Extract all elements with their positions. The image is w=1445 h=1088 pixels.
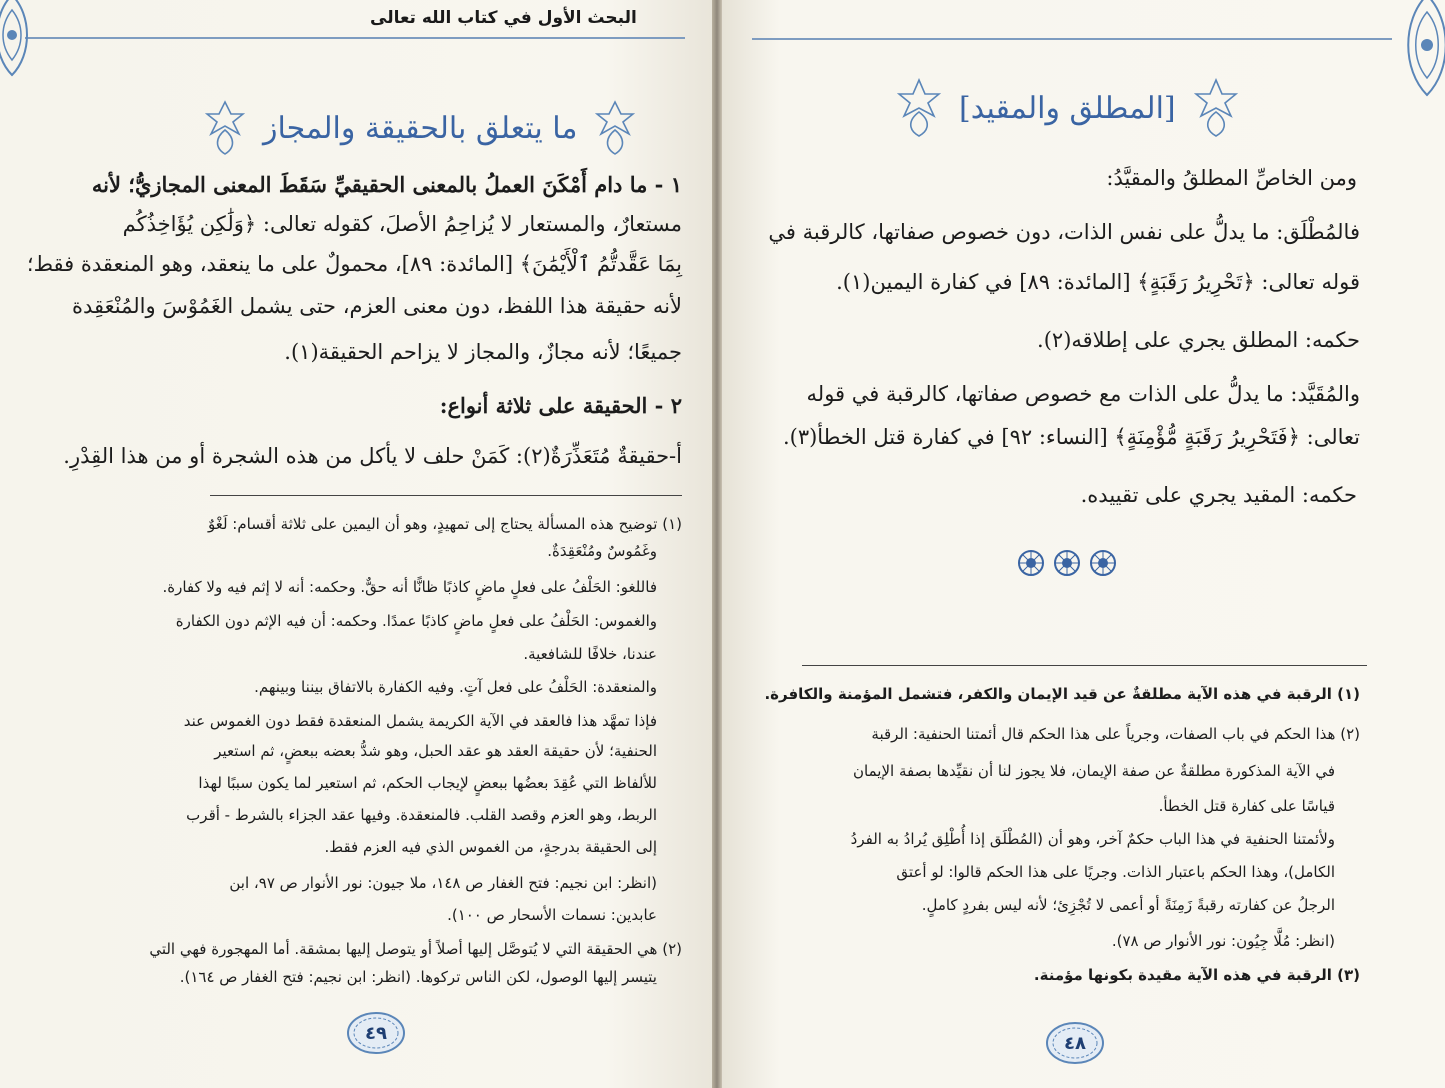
body-line: جميعًا؛ لأنه مجازٌ، والمجاز لا يزاحم الحقيقة(١). bbox=[284, 340, 682, 364]
heading-ornament-icon bbox=[595, 100, 635, 156]
header-rule bbox=[25, 37, 685, 39]
page-number bbox=[345, 1010, 407, 1056]
rosette-icon bbox=[1089, 549, 1117, 577]
footnote-line: عابدين: نسمات الأسحار ص ١٠٠). bbox=[447, 906, 657, 924]
footnote-line: (١) توضيح هذه المسألة يحتاج إلى تمهيدٍ، وهو أن اليمين على ثلاثة أقسام: لَغْوٌ bbox=[207, 515, 682, 533]
footnote-line: ولأئمتنا الحنفية في هذا الباب حكمٌ آخر، وهو أن (المُطْلَق إذا أُطْلِق يُرادُ به الفردُ bbox=[850, 830, 1335, 848]
heading-ornament-icon bbox=[1194, 78, 1238, 138]
footnote-line: وغَمُوسٌ ومُنْعَقِدَةٌ. bbox=[547, 542, 657, 560]
footnote-line: في الآية المذكورة مطلقةٌ عن صفة الإيمان، فلا يجوز لنا أن نقيِّدها بصفة الإيمان bbox=[853, 762, 1335, 780]
page-number bbox=[1044, 1020, 1106, 1066]
heading-ornament-icon bbox=[205, 100, 245, 156]
footnote-line: قياسًا على كفارة قتل الخطأ. bbox=[1158, 797, 1335, 815]
body-line: حكمه: المطلق يجري على إطلاقه(٢). bbox=[1037, 328, 1360, 352]
body-line: فالمُطْلَق: ما يدلُّ على نفس الذات، دون خصوص صفاتها، كالرقبة في bbox=[768, 220, 1360, 244]
section-heading-text: ما يتعلق بالحقيقة والمجاز bbox=[263, 110, 578, 146]
body-line: حكمه: المقيد يجري على تقييده. bbox=[1080, 483, 1357, 507]
footnote-line: والمنعقدة: الحَلْفُ على فعل آتٍ. وفيه الكفارة بالاتفاق بيننا وبينهم. bbox=[254, 678, 657, 696]
footnote-line: إلى الحقيقة بدرجةٍ، من الغموس الذي فيه العزم فقط. bbox=[324, 838, 657, 856]
running-head: البحث الأول في كتاب الله تعالى bbox=[370, 8, 637, 28]
page-number-text: ٤٨ bbox=[1064, 1032, 1086, 1054]
body-line: أ-حقيقةٌ مُتَعَذِّرَةٌ(٢): كَمَنْ حلف لا يأكل من هذه الشجرة أو من هذا القِدْرِ. bbox=[63, 444, 682, 468]
footnote-line: (٢) هي الحقيقة التي لا يُتوصَّل إليها أصلاً أو يتوصل إليها بمشقة. أما المهجورة فهي التي bbox=[149, 940, 682, 958]
footnote-line: يتيسر إليها الوصول، لكن الناس تركوها. (انظر: ابن نجيم: فتح الغفار ص ١٦٤). bbox=[179, 968, 657, 986]
footnote-line: فاللغو: الحَلْفُ على فعلٍ ماضٍ كاذبًا ظانًّا أنه حقٌّ. وحكمه: أنه لا إثم فيه ولا كفارة. bbox=[162, 578, 657, 596]
footnote-line: والغموس: الحَلْفُ على فعلٍ ماضٍ كاذبًا عمدًا. وحكمه: أن فيه الإثم دون الكفارة bbox=[175, 612, 657, 630]
footnote-line: الكامل)، وهذا الحكم باعتبار الذات. وجريًا على هذا الحكم قالوا: لو أعتق bbox=[896, 863, 1335, 881]
footnote-line: الربط، وهو العزم وقصد القلب. فالمنعقدة. وفيها عقد الجزاء بالشرط - أقرب bbox=[186, 806, 657, 824]
section-heading bbox=[205, 100, 635, 156]
page-left bbox=[0, 0, 712, 1088]
subheading: ٢ - الحقيقة على ثلاثة أنواع: bbox=[439, 393, 682, 418]
body-line: مستعارٌ، والمستعار لا يُزاحِمُ الأصلَ، كقوله تعالى: ﴿وَلَٰكِن يُؤَاخِذُكُم bbox=[122, 212, 682, 236]
body-line: قوله تعالى: ﴿تَحْرِيرُ رَقَبَةٍ﴾ [المائدة: ٨٩] في كفارة اليمين(١). bbox=[836, 270, 1360, 294]
footnote-line: الرجلُ عن كفارته رقبةً زَمِنَةً أو أعمى لا تُجْزِئ؛ لأنه ليس بفردٍ كاملٍ. bbox=[921, 896, 1335, 914]
header-rule bbox=[752, 38, 1392, 40]
section-heading bbox=[897, 78, 1238, 138]
footnote-line: (١) الرقبة في هذه الآية مطلقةٌ عن قيد الإيمان والكفر، فتشمل المؤمنة والكافرة. bbox=[764, 685, 1360, 703]
heading-ornament-icon bbox=[897, 78, 941, 138]
footnote-line: الحنفية؛ لأن حقيقة العقد هو عقد الحبل، وهو شدُّ بعضه ببعضٍ، ثم استعير bbox=[214, 742, 657, 760]
body-line: لأنه حقيقة هذا اللفظ، دون معنى العزم، حتى يشمل الغَمُوْسَ والمُنْعَقِدة bbox=[71, 294, 682, 318]
rosette-icon bbox=[1053, 549, 1081, 577]
section-divider bbox=[1017, 549, 1117, 577]
body-line: ومن الخاصِّ المطلقُ والمقيَّدُ: bbox=[1106, 166, 1357, 190]
footnote-line: فإذا تمهَّد هذا فالعقد في الآية الكريمة يشمل المنعقدة فقط دون الغموس عند bbox=[183, 712, 657, 730]
footnote-line: (٣) الرقبة في هذه الآية مقيدة بكونها مؤمنة. bbox=[1033, 966, 1360, 984]
footnote-line: (انظر: مُلَّا جِيُون: نور الأنوار ص ٧٨). bbox=[1111, 932, 1335, 950]
page-number-text: ٤٩ bbox=[365, 1022, 387, 1044]
footnote-line: للألفاظ التي عُقِدَ بعضُها ببعضٍ لإيجاب الحكم، ثم استعير لما يكون سببًا لهذا bbox=[198, 774, 657, 792]
corner-ornament-icon bbox=[1382, 0, 1445, 100]
footnote-rule bbox=[802, 665, 1367, 666]
body-line: تعالى: ﴿فَتَحْرِيرُ رَقَبَةٍ مُّؤْمِنَةٍ﴾ [النساء: ٩٢] في كفارة قتل الخطأ(٣). bbox=[782, 425, 1360, 449]
section-heading-text: [المطلق والمقيد] bbox=[959, 90, 1176, 126]
rosette-icon bbox=[1017, 549, 1045, 577]
footnote-line: عندنا، خلافًا للشافعية. bbox=[523, 645, 657, 663]
footnote-line: (٢) هذا الحكم في باب الصفات، وجرياً على هذا الحكم قال أئمتنا الحنفية: الرقبة bbox=[871, 725, 1360, 743]
footnote-rule bbox=[210, 495, 682, 496]
body-line: بِمَا عَقَّدتُّمُ ٱلْأَيْمَٰنَ﴾ [المائدة: ٨٩]، محمولٌ على ما ينعقد، وهو المنعقدة فقط؛ bbox=[26, 252, 682, 276]
book-gutter bbox=[712, 0, 722, 1088]
body-line: ١ - ما دام أَمْكَنَ العملُ بالمعنى الحقيقيِّ سَقَطَ المعنى المجازيُّ؛ لأنه bbox=[91, 172, 682, 197]
footnote-line: (انظر: ابن نجيم: فتح الغفار ص ١٤٨، ملا جيون: نور الأنوار ص ٩٧، ابن bbox=[229, 874, 657, 892]
page-right bbox=[722, 0, 1445, 1088]
body-line: والمُقَيَّد: ما يدلُّ على الذات مع خصوص صفاتها، كالرقبة في قوله bbox=[806, 382, 1360, 406]
corner-ornament-icon bbox=[0, 0, 52, 80]
